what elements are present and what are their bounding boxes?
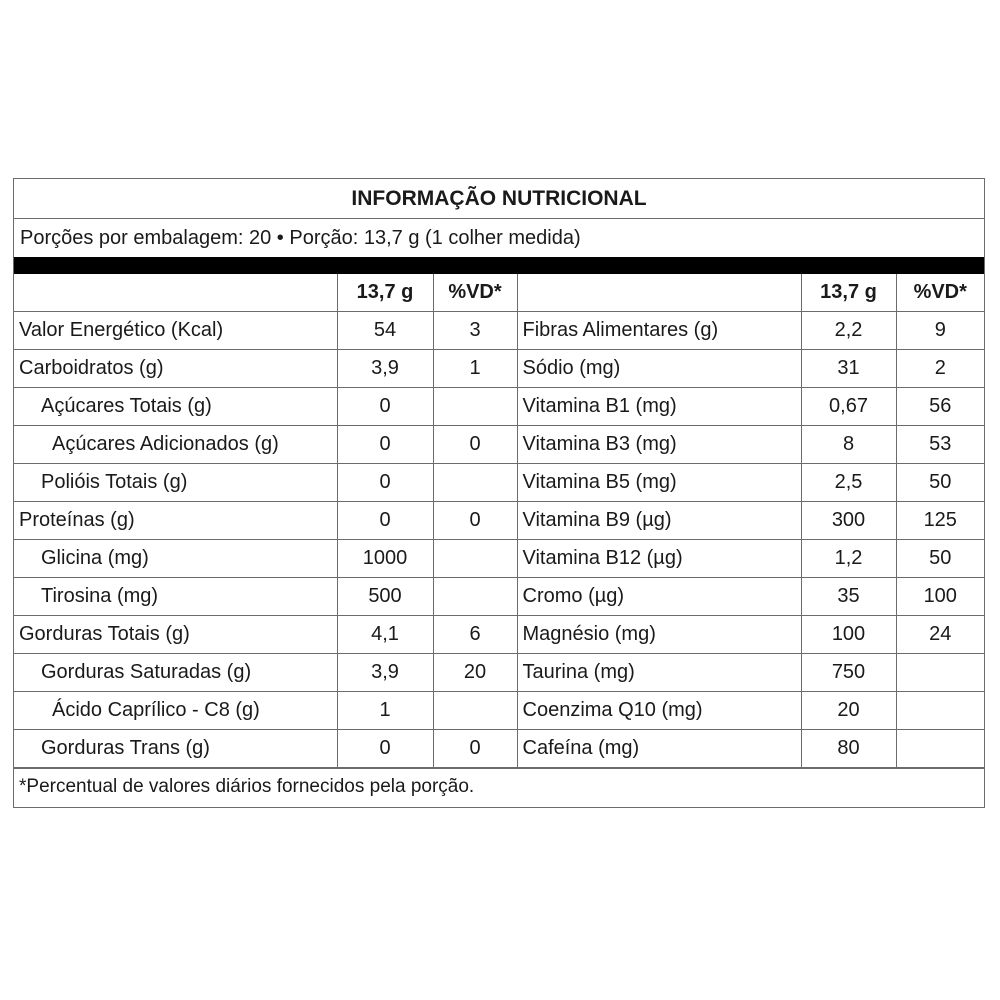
nutrient-name: Gorduras Saturadas (g) <box>14 654 337 692</box>
nutrient-name: Vitamina B12 (µg) <box>517 540 801 578</box>
table-row <box>14 426 984 464</box>
nutrient-amount: 3,9 <box>337 654 433 692</box>
nutrient-amount: 35 <box>801 578 896 616</box>
table-row <box>14 730 984 768</box>
nutrient-name: Açúcares Totais (g) <box>14 388 337 426</box>
header-right-vd: %VD* <box>896 274 984 312</box>
header-right-amount: 13,7 g <box>801 274 896 312</box>
table-row <box>14 654 984 692</box>
table-row <box>14 388 984 426</box>
nutrient-amount: 80 <box>801 730 896 768</box>
nutrient-name: Sódio (mg) <box>517 350 801 388</box>
nutrient-name: Fibras Alimentares (g) <box>517 312 801 350</box>
nutrient-vd: 50 <box>896 464 984 502</box>
nutrient-amount: 4,1 <box>337 616 433 654</box>
nutrition-facts-label <box>13 178 985 808</box>
nutrient-amount: 0,67 <box>801 388 896 426</box>
nutrient-name: Carboidratos (g) <box>14 350 337 388</box>
table-row <box>14 502 984 540</box>
nutrient-amount: 0 <box>337 502 433 540</box>
nutrient-vd: 20 <box>433 654 517 692</box>
nutrient-name: Magnésio (mg) <box>517 616 801 654</box>
nutrient-amount: 54 <box>337 312 433 350</box>
nutrient-vd: 1 <box>433 350 517 388</box>
nutrient-amount: 100 <box>801 616 896 654</box>
footnote: *Percentual de valores diários fornecidos pela porção. <box>14 768 984 807</box>
nutrient-vd: 0 <box>433 502 517 540</box>
nutrient-amount: 750 <box>801 654 896 692</box>
nutrient-name: Coenzima Q10 (mg) <box>517 692 801 730</box>
label-title: INFORMAÇÃO NUTRICIONAL <box>14 179 984 219</box>
table-row <box>14 464 984 502</box>
nutrient-amount: 8 <box>801 426 896 464</box>
nutrient-name: Tirosina (mg) <box>14 578 337 616</box>
nutrient-name: Vitamina B3 (mg) <box>517 426 801 464</box>
header-left-vd: %VD* <box>433 274 517 312</box>
nutrient-amount: 1000 <box>337 540 433 578</box>
nutrient-amount: 300 <box>801 502 896 540</box>
nutrient-amount: 0 <box>337 388 433 426</box>
nutrient-vd <box>433 692 517 730</box>
nutrient-name: Açúcares Adicionados (g) <box>14 426 337 464</box>
servings-line: Porções por embalagem: 20 • Porção: 13,7 g (1 colher medida) <box>20 227 581 249</box>
nutrient-vd: 6 <box>433 616 517 654</box>
nutrient-vd <box>433 540 517 578</box>
nutrient-vd: 0 <box>433 730 517 768</box>
nutrient-amount: 0 <box>337 426 433 464</box>
nutrient-name: Glicina (mg) <box>14 540 337 578</box>
table-row <box>14 540 984 578</box>
nutrient-name: Valor Energético (Kcal) <box>14 312 337 350</box>
nutrient-vd: 53 <box>896 426 984 464</box>
table-row <box>14 616 984 654</box>
nutrient-vd: 9 <box>896 312 984 350</box>
thick-divider-bar <box>14 257 984 274</box>
nutrient-vd <box>433 464 517 502</box>
nutrient-name: Vitamina B5 (mg) <box>517 464 801 502</box>
nutrient-amount: 0 <box>337 730 433 768</box>
nutrient-amount: 31 <box>801 350 896 388</box>
table-row <box>14 578 984 616</box>
nutrient-amount: 1,2 <box>801 540 896 578</box>
nutrient-vd: 50 <box>896 540 984 578</box>
table-row <box>14 350 984 388</box>
table-header-row <box>14 274 984 312</box>
table-row <box>14 692 984 730</box>
nutrition-table <box>14 274 984 768</box>
table-row <box>14 312 984 350</box>
nutrient-name: Ácido Caprílico - C8 (g) <box>14 692 337 730</box>
header-left-name <box>14 274 337 312</box>
nutrient-name: Cafeína (mg) <box>517 730 801 768</box>
nutrient-amount: 3,9 <box>337 350 433 388</box>
nutrient-vd <box>433 578 517 616</box>
nutrient-vd <box>433 388 517 426</box>
nutrient-amount: 2,5 <box>801 464 896 502</box>
nutrient-name: Cromo (µg) <box>517 578 801 616</box>
nutrient-vd <box>896 692 984 730</box>
nutrient-name: Gorduras Totais (g) <box>14 616 337 654</box>
nutrient-vd: 2 <box>896 350 984 388</box>
nutrient-name: Vitamina B9 (µg) <box>517 502 801 540</box>
nutrient-name: Vitamina B1 (mg) <box>517 388 801 426</box>
nutrient-amount: 1 <box>337 692 433 730</box>
nutrient-vd: 3 <box>433 312 517 350</box>
nutrient-vd: 0 <box>433 426 517 464</box>
nutrient-vd: 24 <box>896 616 984 654</box>
nutrient-amount: 2,2 <box>801 312 896 350</box>
nutrient-vd: 100 <box>896 578 984 616</box>
nutrient-vd: 56 <box>896 388 984 426</box>
nutrient-amount: 500 <box>337 578 433 616</box>
header-left-amount: 13,7 g <box>337 274 433 312</box>
nutrient-amount: 0 <box>337 464 433 502</box>
nutrient-name: Proteínas (g) <box>14 502 337 540</box>
nutrient-vd <box>896 654 984 692</box>
nutrient-vd: 125 <box>896 502 984 540</box>
nutrient-name: Taurina (mg) <box>517 654 801 692</box>
nutrient-vd <box>896 730 984 768</box>
nutrient-name: Polióis Totais (g) <box>14 464 337 502</box>
nutrient-name: Gorduras Trans (g) <box>14 730 337 768</box>
nutrient-amount: 20 <box>801 692 896 730</box>
header-right-name <box>517 274 801 312</box>
